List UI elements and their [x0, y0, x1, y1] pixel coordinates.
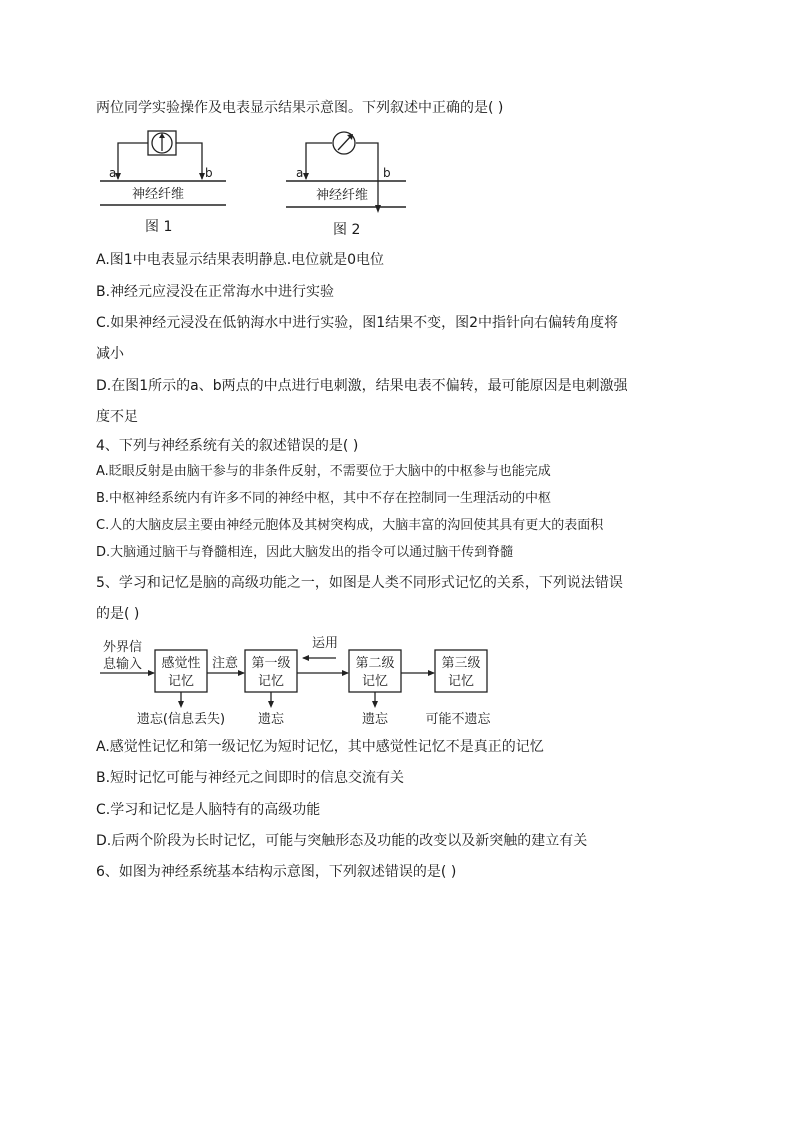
forget-label-2: 遗忘: [257, 712, 285, 727]
q3-option-b: B.神经元应浸没在正常海水中进行实验: [96, 284, 335, 300]
q3-option-c-line1: C.如果神经元浸没在低钠海水中进行实验，图1结果不变，图2中指针向右偏转角度将: [96, 315, 619, 331]
q4-option-a: A.眨眼反射是由脑干参与的非条件反射，不需要位于大脑中的中枢参与也能完成: [96, 464, 551, 479]
forget-label-1: 遗忘(信息丢失): [136, 712, 226, 727]
q5-option-c: C.学习和记忆是人脑特有的高级功能: [96, 802, 321, 818]
q4-option-d: D.大脑通过脑干与脊髓相连，因此大脑发出的指令可以通过脑干传到脊髓: [96, 545, 514, 560]
q5-option-d: D.后两个阶段为长时记忆，可能与突触形态及功能的改变以及新突触的建立有关: [96, 833, 588, 849]
q3-stem: 两位同学实验操作及电表显示结果示意图。下列叙述中正确的是( ): [96, 100, 504, 116]
q3-option-d-line1: D.在图1所示的a、b两点的中点进行电刺激，结果电表不偏转，最可能原因是电刺激强: [96, 378, 628, 394]
q5-option-b: B.短时记忆可能与神经元之间即时的信息交流有关: [96, 770, 405, 786]
q3-option-a: A.图1中电表显示结果表明静息.电位就是0电位: [96, 252, 385, 268]
figure-2: [286, 132, 406, 238]
q4-stem: 4、下列与神经系统有关的叙述错误的是( ): [96, 438, 359, 454]
fig2-point-b: b: [383, 166, 391, 180]
attention-label: 注意: [212, 656, 239, 671]
q3-option-d-line2: 度不足: [96, 409, 138, 425]
fig1-point-a: a: [109, 166, 117, 180]
memory-diagram: [96, 630, 516, 730]
box3-line1: 第二级: [355, 656, 395, 671]
q3-figure: [90, 125, 420, 240]
forget-label-4: 可能不遗忘: [425, 712, 491, 727]
fig2-fiber-label: 神经纤维: [316, 188, 369, 203]
q6-stem: 6、如图为神经系统基本结构示意图，下列叙述错误的是( ): [96, 864, 457, 880]
fig1-fiber-label: 神经纤维: [132, 187, 185, 202]
fig1-caption: 图 1: [145, 219, 173, 235]
box1-line2: 记忆: [167, 674, 195, 689]
fig2-point-a: a: [296, 166, 304, 180]
input-label-line2: 息输入: [103, 657, 143, 672]
use-label: 运用: [312, 636, 339, 651]
q3-option-c-line2: 减小: [96, 346, 124, 362]
q4-option-c: C.人的大脑皮层主要由神经元胞体及其树突构成，大脑丰富的沟回使其具有更大的表面积: [96, 518, 604, 533]
box4-line2: 记忆: [447, 674, 475, 689]
figure-1: [100, 131, 226, 235]
box3-line2: 记忆: [361, 674, 389, 689]
box4-line1: 第三级: [441, 656, 481, 671]
q5-stem-line1: 5、学习和记忆是脑的高级功能之一，如图是人类不同形式记忆的关系，下列说法错误: [96, 575, 623, 591]
forget-label-3: 遗忘: [361, 712, 389, 727]
box2-line1: 第一级: [251, 656, 291, 671]
q5-stem-line2: 的是( ): [96, 606, 140, 622]
box2-line2: 记忆: [257, 674, 285, 689]
box1-line1: 感觉性: [161, 656, 201, 671]
q4-option-b: B.中枢神经系统内有许多不同的神经中枢，其中不存在控制同一生理活动的中枢: [96, 491, 552, 506]
fig2-caption: 图 2: [333, 222, 361, 238]
q5-option-a: A.感觉性记忆和第一级记忆为短时记忆，其中感觉性记忆不是真正的记忆: [96, 739, 544, 755]
input-label-line1: 外界信: [103, 640, 143, 655]
fig1-point-b: b: [205, 166, 213, 180]
